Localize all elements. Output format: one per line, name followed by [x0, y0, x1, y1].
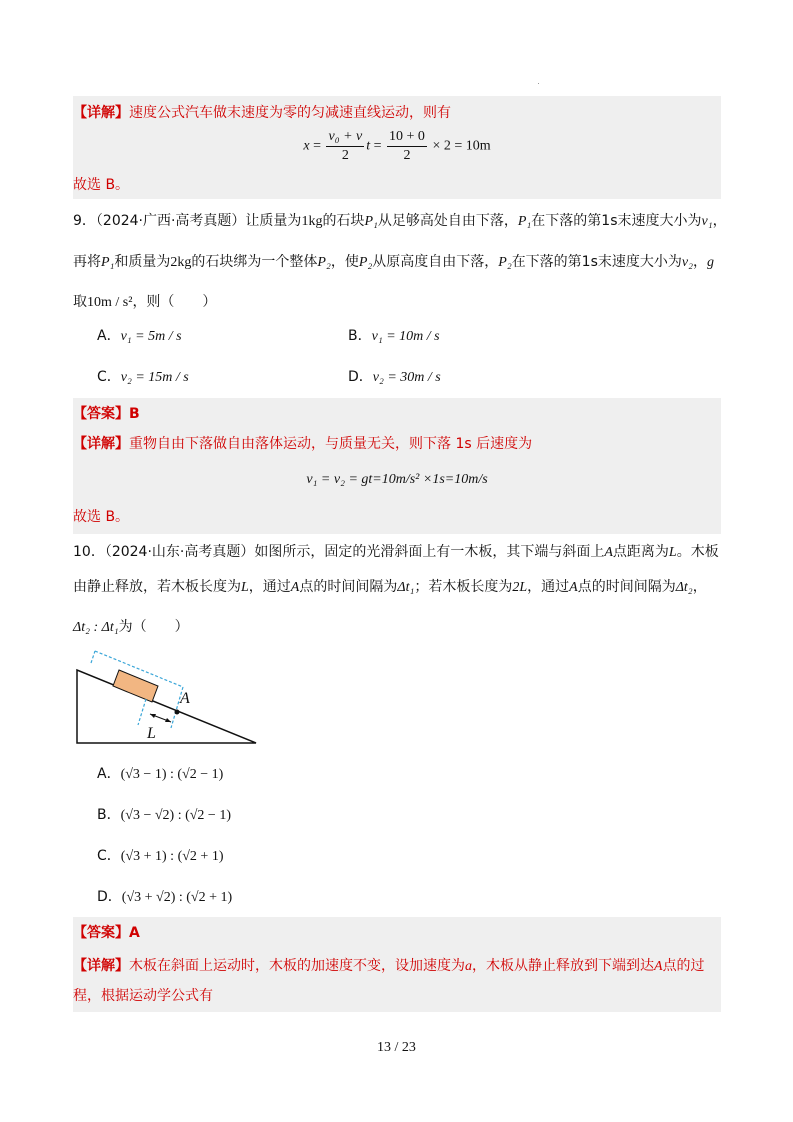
q9-line2: 再将P₁和质量为2kg的石块绑为一个整体P₂，使P₂从原高度自由下落，P₂在下落的第1s末速度大小为v₂，g — [73, 254, 714, 270]
stray-dot — [538, 83, 539, 84]
q10-detail-line2: 程，根据运动学公式有 — [73, 988, 213, 1004]
q9-option-d[interactable]: D．v₂ = 30m / s — [348, 369, 441, 385]
q10-answer-value: A — [129, 925, 140, 941]
incline-figure — [70, 648, 262, 748]
q9-option-b[interactable]: B．v₁ = 10m / s — [348, 328, 440, 344]
q9-formula: v₁ = v₂ = gt=10m/s² ×1s=10m/s — [306, 472, 488, 487]
q9-answer-label: 【答案】 — [73, 406, 129, 422]
q9-detail-text: 重物自由下落做自由落体运动，与质量无关，则下落 1s 后速度为 — [129, 436, 533, 452]
label-a: A — [180, 690, 190, 707]
q9-line1: 9．（2024·广西·高考真题）让质量为1kg的石块P₁从足够高处自由下落，P₁在下落的第1s末速度大小为v₁， — [73, 213, 727, 229]
q9-line3: 取10m / s²，则（ ） — [73, 294, 217, 310]
formula-rest: × 2 = 10m — [432, 138, 491, 154]
formula-t: t — [366, 138, 371, 154]
q9-answer-line — [73, 404, 721, 424]
formula-x: x — [303, 138, 310, 154]
formula-frac2: $\frac{10 + 0}{2}$ — [389, 129, 425, 163]
q10-detail-line: 【详解】木板在斜面上运动时，木板的加速度不变，设加速度为a，木板从静止释放到下端到达A点的过 — [73, 958, 705, 974]
top-detail-text: 速度公式汽车做末速度为零的匀减速直线运动，则有 — [129, 105, 451, 121]
q9-option-c[interactable]: C．v₂ = 15m / s — [97, 369, 189, 385]
l-dashed-left — [138, 699, 146, 725]
label-l: L — [147, 725, 156, 742]
q10-answer-label: 【答案】 — [73, 925, 129, 941]
q10-option-a[interactable]: A．(√3 − 1) : (√2 − 1) — [97, 766, 224, 782]
top-conclusion: 故选 B。 — [73, 177, 130, 193]
q10-line2: 由静止释放，若木板长度为L，通过A点的时间间隔为Δt₁；若木板长度为2L，通过A点的时间间隔为Δt₂， — [73, 579, 707, 595]
q9-option-a[interactable]: A．v₁ = 5m / s — [97, 328, 182, 344]
board-block — [113, 670, 158, 702]
formula-frac1: $\frac{\text{v₀ + v}}{2}$ — [328, 129, 363, 163]
incline-triangle — [77, 670, 256, 743]
top-detail-line — [73, 103, 721, 123]
q9-detail-label: 【详解】 — [73, 436, 129, 452]
q10-option-c[interactable]: C．(√3 + 1) : (√2 + 1) — [97, 848, 224, 864]
q10-detail-label: 【详解】 — [73, 958, 129, 974]
top-detail-label: 【详解】 — [73, 105, 129, 121]
q10-option-b[interactable]: B．(√3 − √2) : (√2 − 1) — [97, 807, 231, 823]
top-formula: x = $\frac{\text{v₀ + v}}{2}$ t = $\frac{10 + 0}{2}$ × 2 = 10m — [303, 129, 491, 163]
q9-detail-line — [73, 434, 721, 454]
q9-conclusion: 故选 B。 — [73, 509, 130, 525]
q10-option-d[interactable]: D．(√3 + √2) : (√2 + 1) — [97, 889, 233, 905]
q10-answer-line — [73, 923, 721, 943]
point-a — [175, 710, 180, 715]
q10-line1: 10．（2024·山东·高考真题）如图所示，固定的光滑斜面上有一木板，其下端与斜面上A点距离为L。木板 — [73, 544, 719, 560]
page-number: 13 / 23 — [377, 1040, 416, 1055]
q10-line3: Δt₂ : Δt₁为（ ） — [73, 619, 189, 635]
q9-answer-value: B — [129, 406, 140, 422]
